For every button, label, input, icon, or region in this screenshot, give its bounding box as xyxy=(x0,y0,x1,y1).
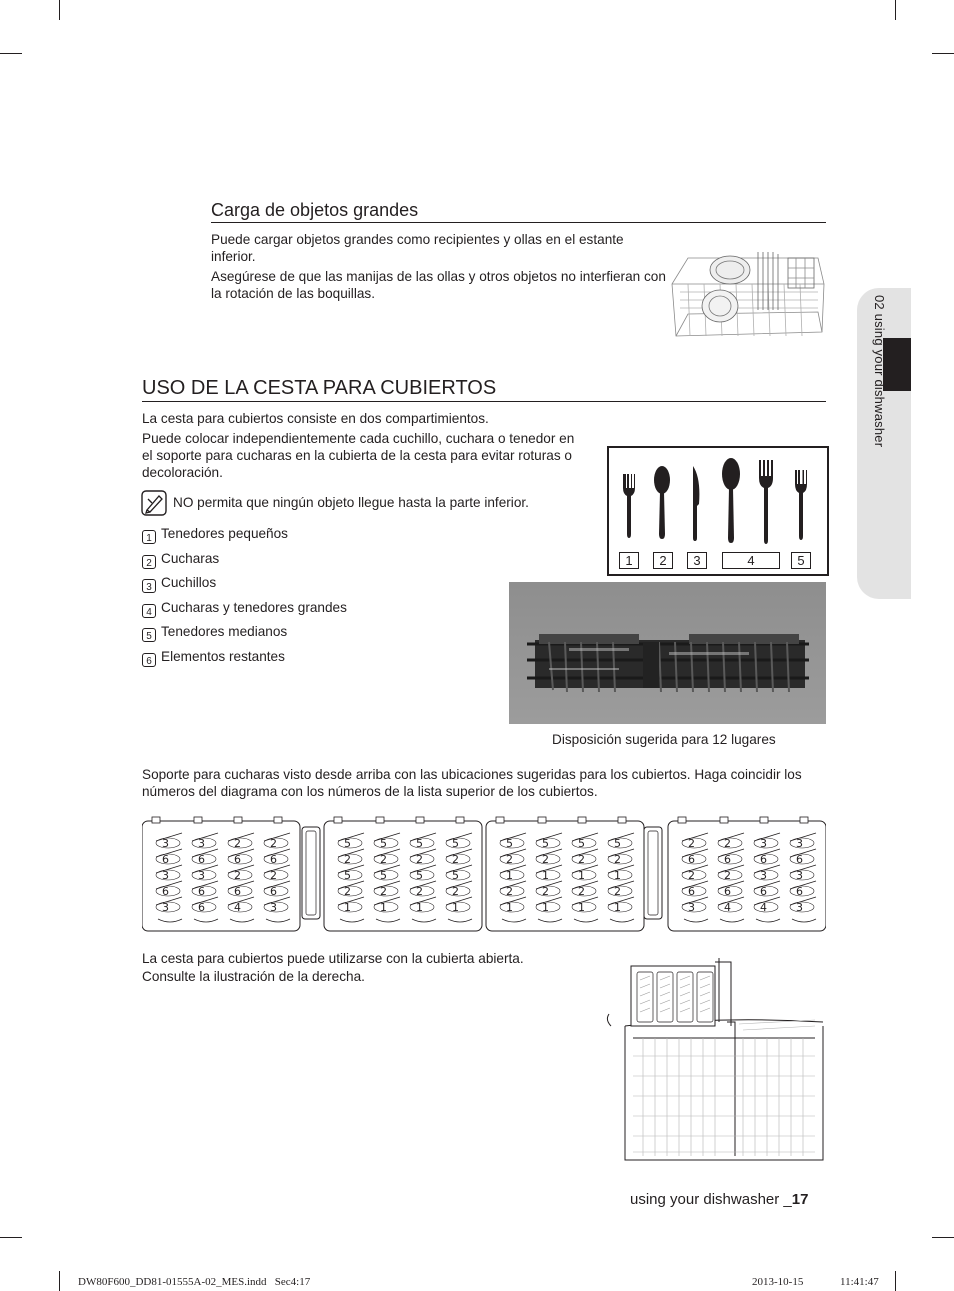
rack-slot-number: 6 xyxy=(724,853,731,866)
crop-mark xyxy=(932,53,954,54)
legend-item xyxy=(142,525,288,543)
rack-slot-number: 5 xyxy=(380,837,387,850)
legend-label: Cucharas xyxy=(161,551,220,566)
print-date: 2013-10-15 xyxy=(752,1276,804,1288)
rack-slot-number: 1 xyxy=(614,901,621,914)
note-text: NO permita que ningún objeto llegue hasta la parte inferior. xyxy=(173,495,529,510)
rack-slot-number: 3 xyxy=(270,901,277,914)
rack-slot-number: 2 xyxy=(344,853,351,866)
rack-slot-number: 1 xyxy=(578,901,585,914)
legend-label: Elementos restantes xyxy=(161,649,285,664)
rack-slot-number: 2 xyxy=(234,869,241,882)
rack-slot-number: 2 xyxy=(688,869,695,882)
cutlery-basket-photo xyxy=(509,582,826,724)
rack-slot-number: 5 xyxy=(344,869,351,882)
crop-mark xyxy=(0,1237,22,1238)
rack-slot-number: 4 xyxy=(234,901,241,914)
rack-slot-number: 6 xyxy=(270,885,277,898)
rack-slot-number: 5 xyxy=(452,869,459,882)
cutlery-intro-2: Puede colocar independientemente cada cuchillo, cuchara o tenedor en el soporte para cucharas en la cubierta de la cesta para evitar roturas o decoloración. xyxy=(142,431,575,480)
rack-slot-number: 3 xyxy=(688,901,695,914)
rack-description: Soporte para cucharas visto desde arriba con las ubicaciones sugeridas para los cubiertos. Haga coincidir los números del diagrama con los números de la lista superior de los cubiertos. xyxy=(142,767,802,799)
rack-clip xyxy=(678,817,686,823)
rack-clip xyxy=(496,817,504,823)
rack-slot-number: 3 xyxy=(162,837,169,850)
rack-slot-number: 6 xyxy=(198,885,205,898)
rack-slot-number: 2 xyxy=(724,837,731,850)
rack-slot-number: 3 xyxy=(162,901,169,914)
spoon-rack-diagram xyxy=(142,815,826,935)
rack-slot-number: 6 xyxy=(162,885,169,898)
open-cover-text-2: Consulte la ilustración de la derecha. xyxy=(142,969,365,984)
print-time: 11:41:47 xyxy=(840,1276,879,1288)
rack-slot-number: 5 xyxy=(506,837,513,850)
rack-slot-number: 2 xyxy=(578,885,585,898)
section-heading-cutlery-basket: USO DE LA CESTA PARA CUBIERTOS xyxy=(142,377,497,399)
rack-slot-number: 4 xyxy=(724,901,731,914)
legend-number: 2 xyxy=(142,555,156,569)
rack-slot-number: 5 xyxy=(578,837,585,850)
rack-slot-number: 6 xyxy=(760,885,767,898)
note-icon xyxy=(141,490,167,516)
legend-number: 3 xyxy=(142,579,156,593)
rack-slot-number: 2 xyxy=(506,853,513,866)
rack-slot-number: 2 xyxy=(380,885,387,898)
heading-rule xyxy=(211,222,826,223)
heading-rule xyxy=(142,401,826,402)
rack-clip xyxy=(618,817,626,823)
crop-mark xyxy=(59,1271,60,1291)
rack-slot-number: 2 xyxy=(724,869,731,882)
rack-slot-number: 1 xyxy=(542,901,549,914)
rack-slot-number: 2 xyxy=(614,885,621,898)
rack-clip xyxy=(152,817,160,823)
rack-slot-number: 3 xyxy=(796,837,803,850)
rack-slot-number: 1 xyxy=(614,869,621,882)
crop-mark xyxy=(895,1271,896,1291)
rack-slot-number: 2 xyxy=(452,853,459,866)
rack-slot-number: 6 xyxy=(688,885,695,898)
rack-slot-number: 2 xyxy=(688,837,695,850)
rack-slot-number: 6 xyxy=(234,885,241,898)
rack-slot-number: 6 xyxy=(270,853,277,866)
rack-slot-number: 6 xyxy=(162,853,169,866)
rack-slot-number: 2 xyxy=(234,837,241,850)
rack-slot-number: 6 xyxy=(796,885,803,898)
rack-slot-number: 3 xyxy=(796,869,803,882)
page-number: 17 xyxy=(791,1191,809,1208)
rack-slot-number: 6 xyxy=(760,853,767,866)
rack-slot-number: 5 xyxy=(452,837,459,850)
rack-clip xyxy=(456,817,464,823)
rack-slot-number: 5 xyxy=(542,837,549,850)
rack-slot-number: 6 xyxy=(234,853,241,866)
lower-rack-illustration xyxy=(668,244,826,344)
cutlery-number-2: 2 xyxy=(653,552,673,569)
rack-slot-number: 3 xyxy=(796,901,803,914)
rack-slot-number: 3 xyxy=(198,869,205,882)
rack-slot-number: 2 xyxy=(542,885,549,898)
legend-number: 4 xyxy=(142,604,156,618)
rack-slot-number: 6 xyxy=(724,885,731,898)
rack-slot-number: 2 xyxy=(452,885,459,898)
rack-slot-number: 2 xyxy=(270,837,277,850)
rack-slot-number: 1 xyxy=(542,869,549,882)
rack-slot-number: 5 xyxy=(416,869,423,882)
print-file-info: DW80F600_DD81-01555A-02_MES.indd Sec4:17 xyxy=(78,1276,311,1288)
legend-item xyxy=(142,623,287,641)
rack-slot-number: 2 xyxy=(614,853,621,866)
cutlery-types-diagram xyxy=(607,446,829,576)
rack-slot-number: 5 xyxy=(380,869,387,882)
rack-clip xyxy=(760,817,768,823)
crop-mark xyxy=(0,53,22,54)
rack-connector xyxy=(302,827,320,919)
rack-slot-number: 3 xyxy=(162,869,169,882)
side-tab-marker xyxy=(883,338,911,391)
legend-item xyxy=(142,599,347,617)
page-label: using your dishwasher _ xyxy=(630,1191,792,1208)
rack-slot-number: 5 xyxy=(416,837,423,850)
cutlery-number-4: 4 xyxy=(722,552,780,569)
section-heading-large-items: Carga de objetos grandes xyxy=(211,200,419,220)
rack-slot-number: 2 xyxy=(578,853,585,866)
legend-number: 6 xyxy=(142,653,156,667)
rack-slot-number: 2 xyxy=(380,853,387,866)
legend-label: Tenedores pequeños xyxy=(161,526,288,541)
rack-slot-number: 6 xyxy=(198,853,205,866)
page-footer xyxy=(630,1191,808,1208)
rack-slot-number: 1 xyxy=(578,869,585,882)
cutlery-intro-1: La cesta para cubiertos consiste en dos compartimientos. xyxy=(142,411,489,426)
rack-slot-number: 3 xyxy=(760,837,767,850)
rack-slot-number: 3 xyxy=(198,837,205,850)
rack-slot-number: 1 xyxy=(506,901,513,914)
rack-clip xyxy=(416,817,424,823)
rack-slot-number: 2 xyxy=(416,853,423,866)
legend-label: Tenedores medianos xyxy=(161,624,288,639)
rack-slot-number: 6 xyxy=(688,853,695,866)
rack-clip xyxy=(334,817,342,823)
crop-mark xyxy=(895,0,896,20)
side-tab-label: 02 using your dishwasher xyxy=(872,295,887,448)
rack-slot-number: 6 xyxy=(198,901,205,914)
rack-clip xyxy=(274,817,282,823)
legend-item xyxy=(142,574,216,592)
legend-label: Cucharas y tenedores grandes xyxy=(161,600,347,615)
rack-slot-number: 1 xyxy=(416,901,423,914)
rack-clip xyxy=(538,817,546,823)
open-cover-text-1: La cesta para cubiertos puede utilizarse con la cubierta abierta. xyxy=(142,951,524,966)
legend-label: Cuchillos xyxy=(161,575,217,590)
rack-slot-number: 1 xyxy=(344,901,351,914)
rack-connector xyxy=(644,827,662,919)
legend-item xyxy=(142,550,219,568)
rack-slot-number: 3 xyxy=(760,869,767,882)
large-items-paragraph-1: Puede cargar objetos grandes como recipientes y ollas en el estante inferior. xyxy=(211,232,624,264)
rack-slot-number: 2 xyxy=(506,885,513,898)
rack-slot-number: 2 xyxy=(416,885,423,898)
legend-number: 5 xyxy=(142,628,156,642)
crop-mark xyxy=(932,1237,954,1238)
rack-slot-number: 1 xyxy=(452,901,459,914)
rack-slot-number: 1 xyxy=(506,869,513,882)
crop-mark xyxy=(59,0,60,20)
cutlery-number-3: 3 xyxy=(687,552,707,569)
large-items-paragraph-2: Asegúrese de que las manijas de las ollas y otros objetos no interfieran con la rotación de las boquillas. xyxy=(211,269,666,301)
cutlery-number-5: 5 xyxy=(791,552,811,569)
rack-slot-number: 2 xyxy=(542,853,549,866)
rack-slot-number: 5 xyxy=(344,837,351,850)
legend-item xyxy=(142,648,285,666)
rack-clip xyxy=(720,817,728,823)
rack-slot-number: 2 xyxy=(344,885,351,898)
cutlery-number-1: 1 xyxy=(619,552,639,569)
rack-slot-number: 4 xyxy=(760,901,767,914)
rack-clip xyxy=(578,817,586,823)
photo-caption: Disposición sugerida para 12 lugares xyxy=(552,732,776,747)
rack-slot-number: 5 xyxy=(614,837,621,850)
rack-clip xyxy=(376,817,384,823)
open-basket-illustration xyxy=(603,956,827,1162)
rack-slot-number: 2 xyxy=(270,869,277,882)
rack-clip xyxy=(800,817,808,823)
legend-number: 1 xyxy=(142,530,156,544)
rack-slot-number: 6 xyxy=(796,853,803,866)
rack-clip xyxy=(194,817,202,823)
rack-clip xyxy=(234,817,242,823)
rack-slot-number: 1 xyxy=(380,901,387,914)
